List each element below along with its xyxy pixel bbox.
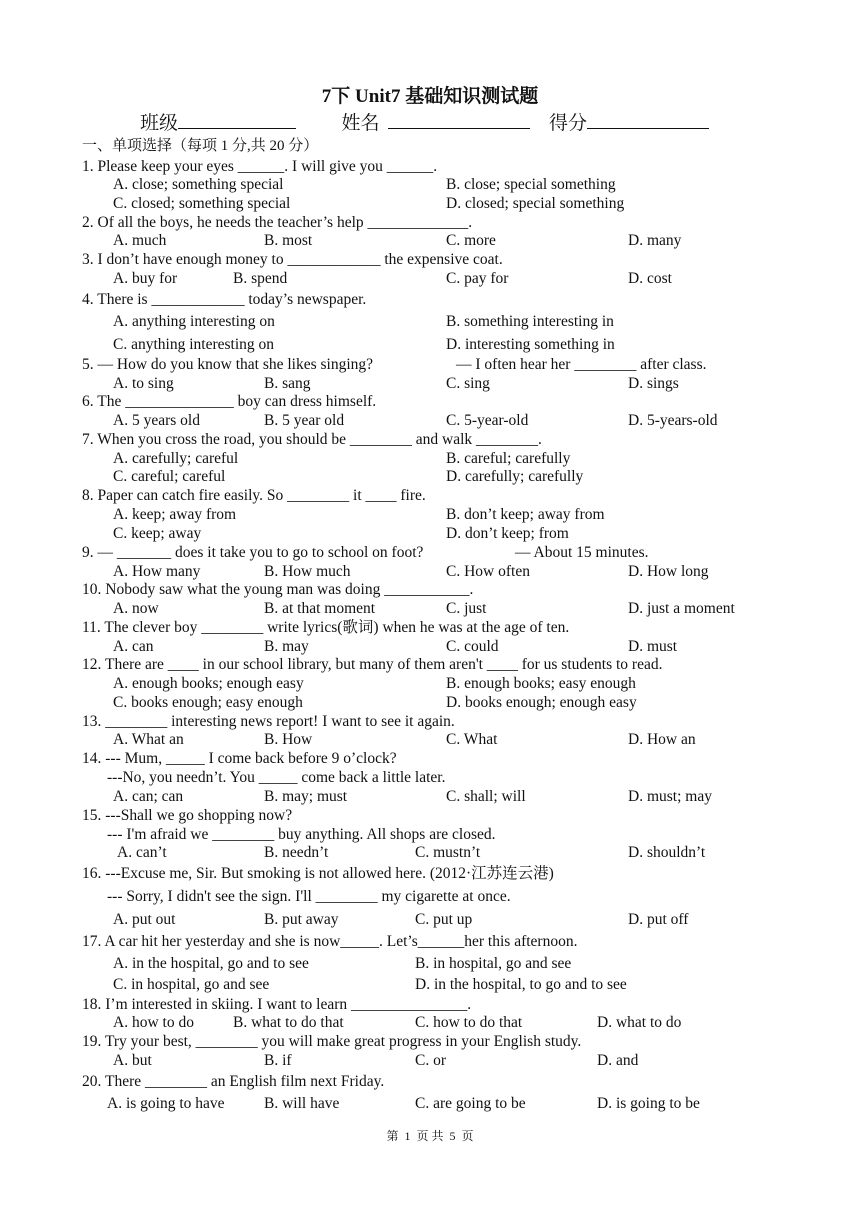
footer-page-number: 1 <box>404 1129 411 1143</box>
option-d: D. many <box>628 232 682 249</box>
option-d: D. and <box>597 1052 639 1069</box>
option-c: C. mustn’t <box>415 844 481 861</box>
option-b: B. sang <box>264 375 311 392</box>
option-d: D. closed; special something <box>446 195 625 212</box>
class-label: 班级 <box>140 113 179 134</box>
option-a: A. now <box>113 600 159 617</box>
option-d: D. carefully; carefully <box>446 468 584 485</box>
option-c: C. careful; careful <box>113 468 226 485</box>
option-a: A. but <box>113 1052 152 1069</box>
option-b: B. How <box>264 731 313 748</box>
option-d: D. must <box>628 638 678 655</box>
option-c: C. anything interesting on <box>113 336 275 353</box>
option-a: A. in the hospital, go and to see <box>113 955 309 972</box>
question-stem: 10. Nobody saw what the young man was doing ___________. <box>82 581 474 598</box>
question-stem: 18. I’m interested in skiing. I want to learn _______________. <box>82 996 472 1013</box>
option-d: D. interesting something in <box>446 336 615 353</box>
question-stem-reply: — I often hear her ________ after class. <box>456 356 707 373</box>
question-stem: 4. There is ____________ today’s newspaper. <box>82 291 367 308</box>
question-stem: 2. Of all the boys, he needs the teacher’s help _____________. <box>82 214 473 231</box>
option-b: B. don’t keep; away from <box>446 506 605 523</box>
option-b: B. may; must <box>264 788 348 805</box>
option-c: C. 5-year-old <box>446 412 529 429</box>
option-d: D. what to do <box>597 1014 682 1031</box>
option-c: C. or <box>415 1052 446 1069</box>
option-c: C. how to do that <box>415 1014 523 1031</box>
option-d: D. 5-years-old <box>628 412 718 429</box>
question-stem: 12. There are ____ in our school library, but many of them aren't ____ for us students to read. <box>82 656 663 673</box>
option-b: B. at that moment <box>264 600 376 617</box>
option-a: A. 5 years old <box>113 412 200 429</box>
class-blank <box>178 115 296 129</box>
option-a: A. put out <box>113 911 176 928</box>
option-b: B. needn’t <box>264 844 329 861</box>
option-c: C. How often <box>446 563 530 580</box>
footer-total-pages: 5 <box>449 1129 456 1143</box>
score-label: 得分 <box>549 113 588 134</box>
option-b: B. How much <box>264 563 351 580</box>
page-footer <box>0 1129 860 1143</box>
option-c: C. put up <box>415 911 473 928</box>
footer-prefix: 第 <box>386 1129 399 1143</box>
option-d: D. put off <box>628 911 689 928</box>
score-blank <box>587 115 709 129</box>
option-a: A. how to do <box>113 1014 194 1031</box>
option-c: C. keep; away <box>113 525 202 542</box>
option-b: B. close; special something <box>446 176 616 193</box>
option-b: B. careful; carefully <box>446 450 571 467</box>
footer-suffix: 页 <box>461 1129 474 1143</box>
question-stem: 8. Paper can catch fire easily. So ________ it ____ fire. <box>82 487 426 504</box>
option-b: B. may <box>264 638 309 655</box>
option-a: A. to sing <box>113 375 174 392</box>
question-stem-reply: --- Sorry, I didn't see the sign. I'll ________ my cigarette at once. <box>107 888 511 905</box>
question-stem: 9. — _______ does it take you to go to school on foot? <box>82 544 424 561</box>
option-c: C. more <box>446 232 496 249</box>
option-b: B. what to do that <box>233 1014 344 1031</box>
option-b: B. enough books; easy enough <box>446 675 636 692</box>
option-d: D. books enough; enough easy <box>446 694 637 711</box>
footer-middle: 页 共 <box>416 1129 444 1143</box>
option-a: A. What an <box>113 731 184 748</box>
option-b: B. put away <box>264 911 339 928</box>
option-b: B. if <box>264 1052 292 1069</box>
option-c: C. could <box>446 638 499 655</box>
option-c: C. in hospital, go and see <box>113 976 270 993</box>
question-stem-reply: --- I'm afraid we ________ buy anything. All shops are closed. <box>107 826 496 843</box>
option-d: D. must; may <box>628 788 712 805</box>
option-a: A. much <box>113 232 167 249</box>
question-stem: 16. ---Excuse me, Sir. But smoking is not allowed here. (2012·江苏连云港) <box>82 865 554 882</box>
option-c: C. just <box>446 600 487 617</box>
option-c: C. sing <box>446 375 490 392</box>
student-info-row <box>140 112 740 136</box>
option-b: B. spend <box>233 270 288 287</box>
option-d: D. shouldn’t <box>628 844 706 861</box>
option-a: A. is going to have <box>107 1095 225 1112</box>
question-stem: 5. — How do you know that she likes singing? <box>82 356 374 373</box>
option-d: D. don’t keep; from <box>446 525 569 542</box>
option-b: B. in hospital, go and see <box>415 955 572 972</box>
option-c: C. books enough; easy enough <box>113 694 303 711</box>
option-d: D. just a moment <box>628 600 735 617</box>
option-a: A. How many <box>113 563 201 580</box>
option-b: B. most <box>264 232 313 249</box>
option-a: A. buy for <box>113 270 178 287</box>
option-d: D. How long <box>628 563 709 580</box>
option-a: A. can <box>113 638 154 655</box>
option-c: C. What <box>446 731 498 748</box>
option-b: B. something interesting in <box>446 313 614 330</box>
option-a: A. can; can <box>113 788 184 805</box>
question-stem: 6. The ______________ boy can dress himself. <box>82 393 377 410</box>
name-blank <box>388 115 530 129</box>
question-stem-reply: ---No, you needn’t. You _____ come back a little later. <box>107 769 446 786</box>
option-a: A. can’t <box>117 844 167 861</box>
question-stem: 20. There ________ an English film next Friday. <box>82 1073 385 1090</box>
question-stem: 3. I don’t have enough money to ____________ the expensive coat. <box>82 251 503 268</box>
question-stem: 17. A car hit her yesterday and she is now_____. Let’s______her this afternoon. <box>82 933 578 950</box>
name-label: 姓名 <box>341 113 380 134</box>
option-c: C. shall; will <box>446 788 526 805</box>
option-d: D. is going to be <box>597 1095 700 1112</box>
option-a: A. anything interesting on <box>113 313 275 330</box>
option-d: D. sings <box>628 375 679 392</box>
question-stem: 7. When you cross the road, you should be ________ and walk ________. <box>82 431 542 448</box>
option-c: C. closed; something special <box>113 195 291 212</box>
option-d: D. in the hospital, to go and to see <box>415 976 627 993</box>
question-stem: 19. Try your best, ________ you will make great progress in your English study. <box>82 1033 582 1050</box>
option-a: A. carefully; careful <box>113 450 239 467</box>
section-heading: 一、单项选择（每项 1 分,共 20 分） <box>82 138 319 154</box>
option-a: A. close; something special <box>113 176 284 193</box>
question-stem: 15. ---Shall we go shopping now? <box>82 807 293 824</box>
question-stem: 14. --- Mum, _____ I come back before 9 o’clock? <box>82 750 397 767</box>
option-a: A. keep; away from <box>113 506 237 523</box>
question-stem: 1. Please keep your eyes ______. I will give you ______. <box>82 158 438 175</box>
option-b: B. will have <box>264 1095 340 1112</box>
page-title: 7下 Unit7 基础知识测试题 <box>321 86 539 107</box>
option-b: B. 5 year old <box>264 412 345 429</box>
question-stem: 13. ________ interesting news report! I want to see it again. <box>82 713 455 730</box>
option-c: C. pay for <box>446 270 509 287</box>
option-c: C. are going to be <box>415 1095 526 1112</box>
option-d: D. cost <box>628 270 672 287</box>
question-stem: 11. The clever boy ________ write lyrics(歌词) when he was at the age of ten. <box>82 619 570 636</box>
question-stem-reply: — About 15 minutes. <box>515 544 649 561</box>
option-d: D. How an <box>628 731 696 748</box>
option-a: A. enough books; enough easy <box>113 675 304 692</box>
